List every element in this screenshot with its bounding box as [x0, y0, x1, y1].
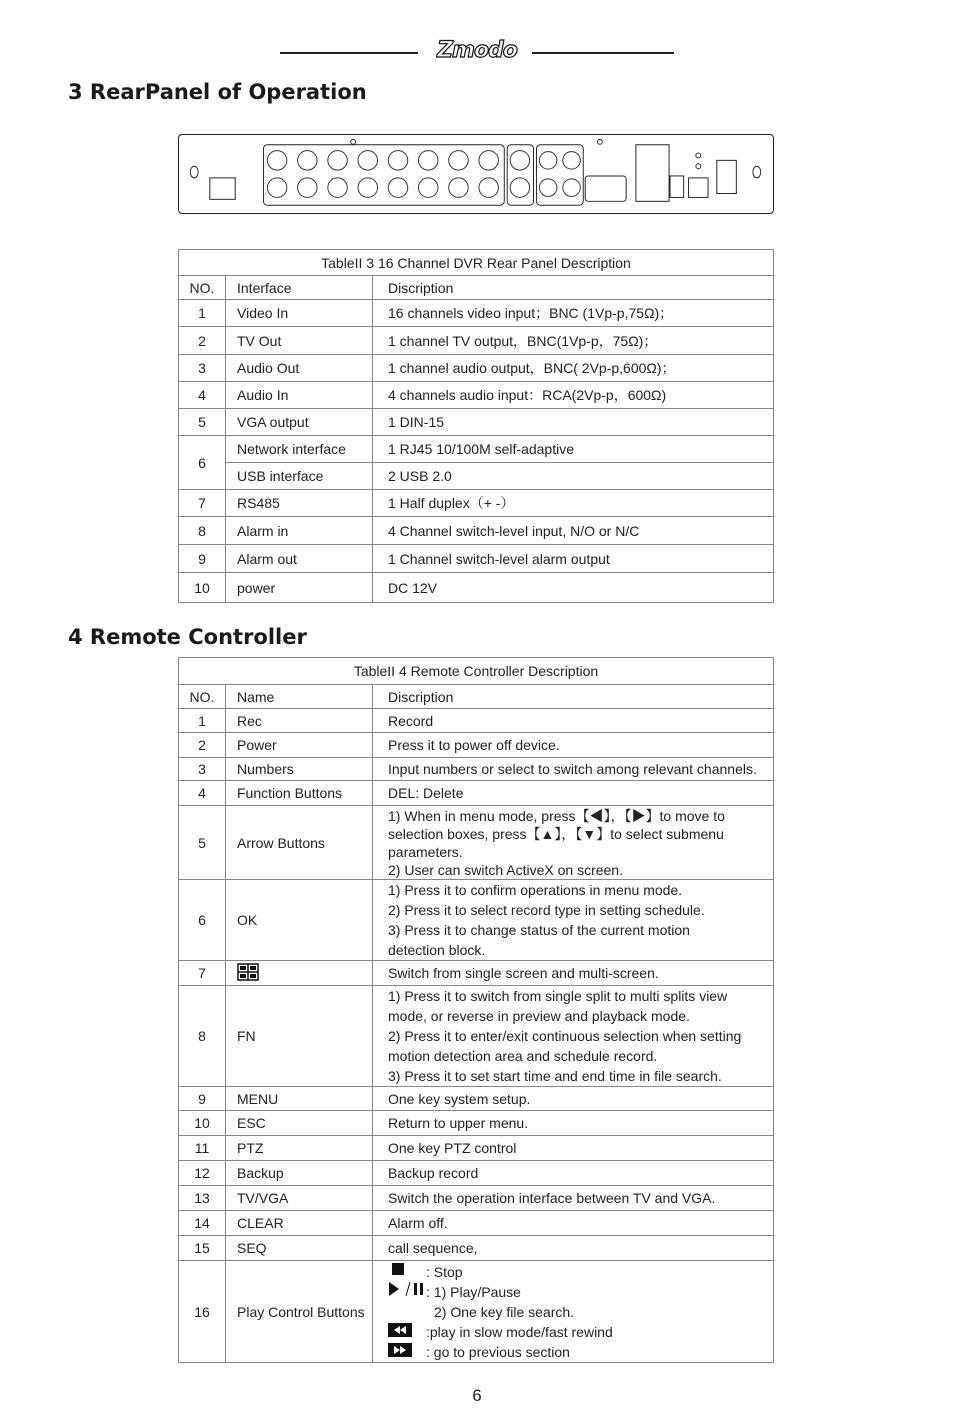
row-description — [373, 1087, 774, 1111]
table-row — [179, 1136, 774, 1161]
table-row — [179, 573, 774, 603]
row-name: CLEAR — [226, 1211, 373, 1236]
rear-panel-illustration — [178, 134, 774, 214]
stop-icon — [388, 1261, 426, 1282]
table-row — [179, 880, 774, 961]
row-number: 2 — [179, 327, 226, 355]
row-number: 5 — [179, 806, 226, 880]
description-line: 3) Press it to set start time and end time in file search. — [388, 1068, 722, 1084]
row-number: 10 — [179, 573, 226, 603]
row-number: 12 — [179, 1161, 226, 1186]
table-row — [179, 986, 774, 1087]
brand-logo: Zmodo — [437, 38, 517, 63]
row-description: DC 12V — [373, 573, 774, 603]
row-number: 16 — [179, 1261, 226, 1363]
play-pause-icon — [388, 1281, 426, 1302]
description-line: parameters. — [388, 843, 463, 860]
description-line: 2) Press it to enter/exit continuous selection when setting — [388, 1028, 742, 1044]
description-line: DEL: Delete — [388, 785, 464, 801]
row-name: Audio Out — [226, 355, 373, 382]
row-name: TV Out — [226, 327, 373, 355]
row-number: 7 — [179, 490, 226, 517]
table-row — [179, 758, 774, 781]
row-name — [226, 961, 373, 986]
description-line: 1) Press it to switch from single split to multi splits view — [388, 988, 728, 1004]
row-number: 8 — [179, 517, 226, 545]
row-name: Rec — [226, 709, 373, 733]
row-description — [373, 880, 774, 961]
row-description — [373, 961, 774, 986]
description-line: selection boxes, press【▲】，【▼】to select submenu — [388, 825, 724, 842]
row-number: 9 — [179, 1087, 226, 1111]
description-line: 2) Press it to select record type in setting schedule. — [388, 902, 705, 918]
column-header: NO. — [179, 685, 226, 709]
row-description: 1 channel TV output，BNC(1Vp-p，75Ω)； — [373, 327, 774, 355]
row-number: 10 — [179, 1111, 226, 1136]
row-number: 9 — [179, 545, 226, 573]
table-row — [179, 1261, 774, 1363]
row-name: OK — [226, 880, 373, 961]
description-line: 1) When in menu mode, press【◀】，【▶】to move to — [388, 807, 725, 824]
row-name: Numbers — [226, 758, 373, 781]
row-description: 1 Half duplex（+ -） — [373, 490, 774, 517]
column-header: Discription — [373, 276, 774, 300]
row-name: Power — [226, 733, 373, 758]
row-description — [373, 758, 774, 781]
rewind-line: :play in slow mode/fast rewind — [388, 1322, 767, 1342]
row-name: Alarm in — [226, 517, 373, 545]
description-line: 1) Press it to confirm operations in menu mode. — [388, 882, 683, 898]
row-description — [373, 1186, 774, 1211]
description-line: call sequence, — [388, 1240, 478, 1256]
row-description: 1 channel audio output，BNC( 2Vp-p,600Ω)； — [373, 355, 774, 382]
table-row — [179, 327, 774, 355]
row-name: TV/VGA — [226, 1186, 373, 1211]
file-search-line: 2) One key file search. — [434, 1303, 575, 1320]
previous-section-line: : go to previous section — [388, 1342, 767, 1362]
description-line: detection block. — [388, 942, 486, 958]
table-row — [179, 545, 774, 573]
table-row — [179, 1186, 774, 1211]
table-row — [179, 1211, 774, 1236]
row-description — [373, 1161, 774, 1186]
row-number: 15 — [179, 1236, 226, 1261]
row-name: Play Control Buttons — [226, 1261, 373, 1363]
table-row — [179, 490, 774, 517]
section-4-title: 4 Remote Controller — [68, 625, 307, 649]
row-name: ESC — [226, 1111, 373, 1136]
row-description — [373, 806, 774, 880]
description-line: Switch the operation interface between TV and VGA. — [388, 1190, 716, 1206]
row-name: Function Buttons — [226, 781, 373, 806]
table-row — [179, 709, 774, 733]
row-number: 7 — [179, 961, 226, 986]
description-line: 2) User can switch ActiveX on screen. — [388, 861, 623, 878]
column-header: Discription — [373, 685, 774, 709]
row-name: SEQ — [226, 1236, 373, 1261]
header-rule-left — [280, 52, 418, 54]
row-number: 3 — [179, 758, 226, 781]
description-line: Alarm off. — [388, 1215, 448, 1231]
description-line: 3) Press it to change status of the current motion — [388, 922, 690, 938]
row-name: power — [226, 573, 373, 603]
row-name: Arrow Buttons — [226, 806, 373, 880]
description-line: Record — [388, 712, 434, 729]
row-description — [373, 1261, 774, 1363]
stop-line: : Stop — [388, 1262, 767, 1282]
row-description: 4 Channel switch-level input, N/O or N/C — [373, 517, 774, 545]
row-name: PTZ — [226, 1136, 373, 1161]
row-description — [373, 1111, 774, 1136]
row-number: 1 — [179, 300, 226, 327]
row-name: MENU — [226, 1087, 373, 1111]
row-name: Video In — [226, 300, 373, 327]
row-name: Audio In — [226, 382, 373, 409]
brand-header — [280, 36, 674, 66]
row-number: 13 — [179, 1186, 226, 1211]
row-description — [373, 733, 774, 758]
column-header: NO. — [179, 276, 226, 300]
table-row — [179, 463, 774, 490]
table-row — [179, 961, 774, 986]
row-name: Backup — [226, 1161, 373, 1186]
row-description — [373, 1136, 774, 1161]
table-row — [179, 1111, 774, 1136]
row-description: 1 RJ45 10/100M self-adaptive — [373, 436, 774, 463]
row-description: 1 Channel switch-level alarm output — [373, 545, 774, 573]
table-row — [179, 733, 774, 758]
header-rule-right — [532, 52, 674, 54]
row-name: VGA output — [226, 409, 373, 436]
row-number: 2 — [179, 733, 226, 758]
table-row — [179, 806, 774, 880]
row-number: 8 — [179, 986, 226, 1087]
table-row — [179, 300, 774, 327]
table-row — [179, 1087, 774, 1111]
section-3-title: 3 RearPanel of Operation — [68, 80, 367, 104]
row-description — [373, 986, 774, 1087]
row-description — [373, 1236, 774, 1261]
row-description: 4 channels audio input：RCA(2Vp-p，600Ω) — [373, 382, 774, 409]
table-caption: TableII 3 16 Channel DVR Rear Panel Description — [179, 250, 774, 276]
table-row — [179, 382, 774, 409]
table-row — [179, 1161, 774, 1186]
row-description: 2 USB 2.0 — [373, 463, 774, 490]
table-row — [179, 1236, 774, 1261]
table-row — [179, 409, 774, 436]
table-row — [179, 781, 774, 806]
rear-panel-table — [178, 249, 774, 603]
description-line: motion detection area and schedule record. — [388, 1048, 658, 1064]
table-caption: TableII 4 Remote Controller Description — [179, 658, 774, 685]
row-name: RS485 — [226, 490, 373, 517]
description-line: Input numbers or select to switch among relevant channels. — [388, 761, 757, 777]
row-number: 1 — [179, 709, 226, 733]
description-line: Switch from single screen and multi-screen. — [388, 965, 659, 981]
row-description — [373, 781, 774, 806]
row-number: 11 — [179, 1136, 226, 1161]
page-number: 6 — [472, 1386, 482, 1405]
play-pause-line: : 1) Play/Pause — [388, 1282, 767, 1302]
row-description — [373, 709, 774, 733]
row-number: 4 — [179, 781, 226, 806]
description-line: One key system setup. — [388, 1090, 531, 1107]
table-row — [179, 355, 774, 382]
description-line: One key PTZ control — [388, 1140, 517, 1156]
row-name: FN — [226, 986, 373, 1087]
row-name: Network interface — [226, 436, 373, 463]
row-name: USB interface — [226, 463, 373, 490]
description-line: Return to upper menu. — [388, 1115, 529, 1131]
row-number: 3 — [179, 355, 226, 382]
row-description: 16 channels video input；BNC (1Vp-p,75Ω)； — [373, 300, 774, 327]
row-number: 6 — [179, 880, 226, 961]
multi-screen-icon — [237, 963, 259, 984]
table-row — [179, 436, 774, 463]
row-name: Alarm out — [226, 545, 373, 573]
description-line: Backup record — [388, 1165, 479, 1181]
column-header: Name — [226, 685, 373, 709]
row-description: 1 DIN-15 — [373, 409, 774, 436]
remote-controller-table — [178, 657, 774, 1363]
row-description — [373, 1211, 774, 1236]
row-number: 4 — [179, 382, 226, 409]
row-number: 6 — [179, 436, 226, 490]
row-number: 5 — [179, 409, 226, 436]
row-number: 14 — [179, 1211, 226, 1236]
description-line: Press it to power off device. — [388, 737, 560, 753]
fast-rewind-icon — [388, 1322, 426, 1342]
column-header: Interface — [226, 276, 373, 300]
table-row — [179, 517, 774, 545]
description-line: mode, or reverse in preview and playback mode. — [388, 1008, 690, 1024]
skip-previous-icon — [388, 1342, 426, 1362]
